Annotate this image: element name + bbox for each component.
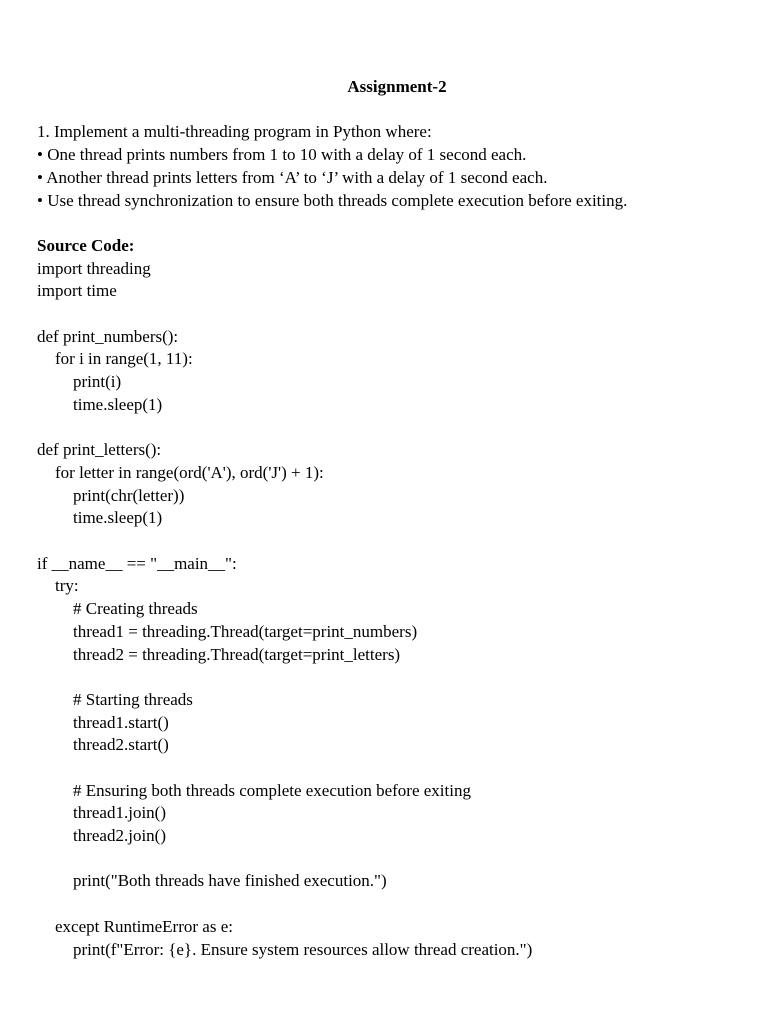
code-blank-line <box>37 848 737 871</box>
code-line: try: <box>55 576 79 596</box>
code-line: except RuntimeError as e: <box>55 916 233 936</box>
code-line: thread1.join() <box>73 803 166 823</box>
code-line: print("Both threads have finished execution.") <box>73 871 387 891</box>
code-line: print(f"Error: {e}. Ensure system resources allow thread creation.") <box>73 939 533 959</box>
source-code-label: Source Code: <box>37 235 135 255</box>
code-line: import time <box>37 281 117 301</box>
code-line: thread2.join() <box>73 826 166 846</box>
document-page <box>37 76 737 961</box>
code-line: thread2 = threading.Thread(target=print_letters) <box>73 644 401 664</box>
question-heading: 1. Implement a multi-threading program in Python where: <box>37 122 432 142</box>
code-line: time.sleep(1) <box>73 508 163 528</box>
code-line: # Ensuring both threads complete execution before exiting <box>73 780 471 800</box>
code-blank-line <box>37 893 737 916</box>
code-line: for letter in range(ord('A'), ord('J') + 1): <box>55 462 324 482</box>
code-line: thread1 = threading.Thread(target=print_numbers) <box>73 621 418 641</box>
code-line: def print_numbers(): <box>37 326 179 346</box>
code-line: if __name__ == "__main__": <box>37 553 237 573</box>
code-blank-line <box>37 417 737 440</box>
source-code-block <box>37 258 737 962</box>
code-line: import threading <box>37 258 151 278</box>
spacer <box>37 212 737 235</box>
code-line: # Creating threads <box>73 599 198 619</box>
question-bullet: • One thread prints numbers from 1 to 10 with a delay of 1 second each. <box>37 145 527 165</box>
code-line: thread1.start() <box>73 712 169 732</box>
code-blank-line <box>37 666 737 689</box>
code-line: print(chr(letter)) <box>73 485 185 505</box>
code-line: # Starting threads <box>73 689 193 709</box>
code-blank-line <box>37 303 737 326</box>
code-line: time.sleep(1) <box>73 394 163 414</box>
code-line: def print_letters(): <box>37 440 162 460</box>
question-bullet: • Use thread synchronization to ensure both threads complete execution before exiting. <box>37 190 628 210</box>
code-blank-line <box>37 757 737 780</box>
question-bullet: • Another thread prints letters from ‘A’ to ‘J’ with a delay of 1 second each. <box>37 167 548 187</box>
code-line: for i in range(1, 11): <box>55 349 193 369</box>
code-line: thread2.start() <box>73 735 169 755</box>
code-line: print(i) <box>73 372 122 392</box>
code-blank-line <box>37 530 737 553</box>
document-title: Assignment-2 <box>347 77 447 96</box>
